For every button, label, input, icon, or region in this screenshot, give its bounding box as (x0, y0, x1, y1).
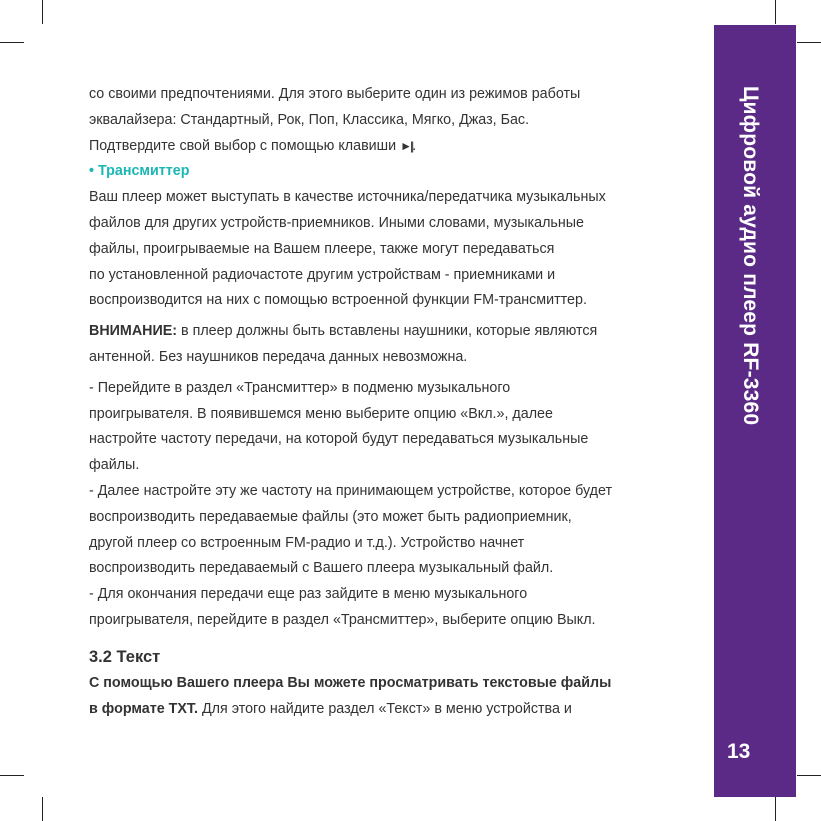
body-line: другой плеер со встроенным FM-радио и т.д.). Устройство начнет (89, 534, 525, 551)
crop-mark (775, 797, 776, 821)
play-pause-icon: ►|| (400, 138, 413, 153)
body-line: Ваш плеер может выступать в качестве источника/передатчика музыкальных (89, 189, 606, 206)
crop-mark (0, 775, 24, 776)
body-line: эквалайзера: Стандартный, Рок, Поп, Классика, Мягко, Джаз, Бас. (89, 111, 530, 128)
body-line: - Для окончания передачи еще раз зайдите в меню музыкального (89, 586, 528, 603)
body-line: воспроизводится на них с помощью встроенной функции FM-трансмиттер. (89, 292, 587, 309)
attention-label: ВНИМАНИЕ: (89, 323, 178, 340)
crop-mark (775, 0, 776, 24)
body-line: - Далее настройте эту же частоту на принимающем устройстве, которое будет (89, 482, 612, 499)
page-number: 13 (727, 740, 751, 763)
crop-mark (797, 42, 821, 43)
body-line: воспроизводить передаваемый с Вашего плеера музыкальный файл. (89, 560, 554, 577)
body-line: по установленной радиочастоте другим устройствам - приемниками и (89, 266, 556, 283)
crop-mark (797, 775, 821, 776)
body-line: файлы, проигрываемые на Вашем плеере, также могут передаваться (89, 240, 555, 257)
body-line: проигрывателя. В появившемся меню выберите опцию «Вкл.», далее (89, 405, 553, 422)
section-heading: 3.2 Текст (89, 647, 161, 666)
page-body (89, 82, 689, 722)
crop-mark (0, 42, 24, 43)
body-line: - Перейдите в раздел «Трансмиттер» в подменю музыкального (89, 379, 511, 396)
body-line: файлов для других устройств-приемников. Иными словами, музыкальные (89, 214, 584, 231)
attention-note: ВНИМАНИЕ: в плеер должны быть вставлены наушники, которые являются (89, 323, 598, 340)
body-line: файлы. (89, 457, 140, 474)
transmitter-heading: • Трансмиттер (89, 163, 190, 180)
body-line: проигрывателя, перейдите в раздел «Трансмиттер», выберите опцию Выкл. (89, 611, 596, 628)
body-line: со своими предпочтениями. Для этого выберите один из режимов работы (89, 86, 581, 102)
crop-mark (42, 0, 43, 24)
body-line: антенной. Без наушников передача данных невозможна. (89, 348, 468, 365)
side-title: Цифровой аудио плеер RF-3360 (739, 86, 762, 426)
body-line: настройте частоту передачи, на которой будут передаваться музыкальные (89, 431, 589, 448)
body-line: С помощью Вашего плеера Вы можете просматривать текстовые файлы (89, 674, 612, 691)
body-line: воспроизводить передаваемые файлы (это может быть радиоприемник, (89, 508, 572, 525)
body-line: Подтвердите свой выбор с помощью клавиши ►||. (89, 137, 417, 154)
body-line: в формате TXT. Для этого найдите раздел «Текст» в меню устройства и (89, 700, 572, 717)
crop-mark (42, 797, 43, 821)
